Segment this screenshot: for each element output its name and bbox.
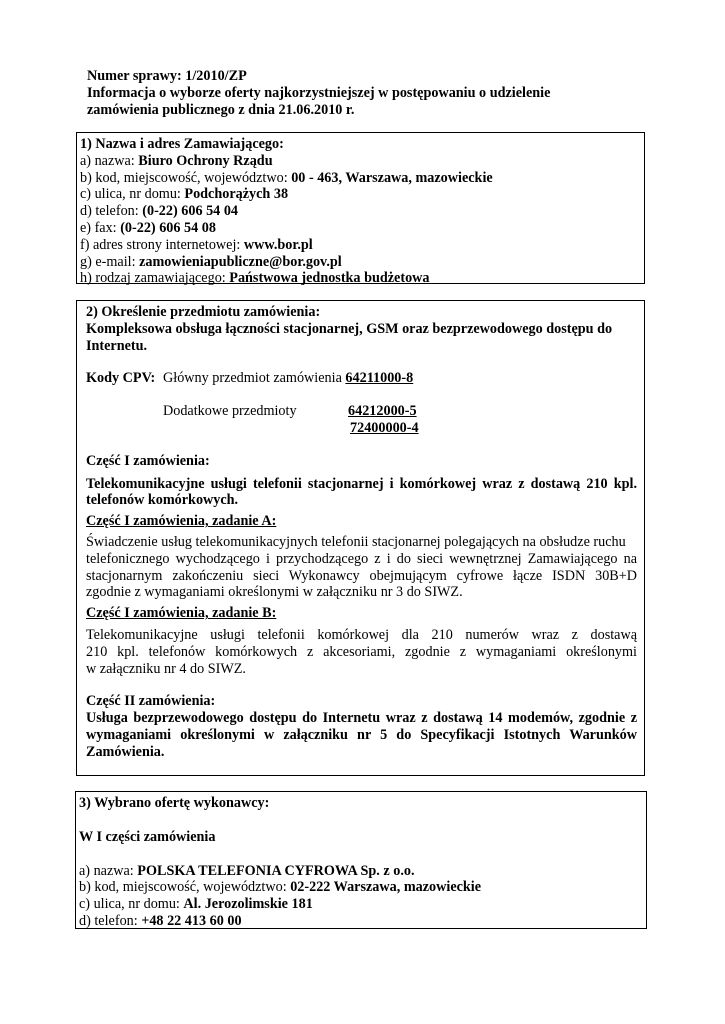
row-label: c) ulica, nr domu: — [80, 186, 185, 203]
row-label: b) kod, miejscowość, województwo: — [79, 879, 291, 896]
contractor-name-row — [79, 863, 646, 880]
task-a-line-2: telefonicznego wychodzącego i przychodzącego z i do sieci wewnętrznej Zamawiającego na — [86, 550, 637, 567]
cpv-extra-code-2: 72400000-4 — [350, 419, 419, 436]
part-1-line-1: Telekomunikacyjne usługi telefonii stacjonarnej i komórkowej wraz z dostawą 210 kpl. — [86, 475, 637, 492]
contractor-phone-row — [79, 913, 646, 930]
row-label: d) telefon: — [79, 912, 142, 929]
task-a-line-3: stacjonarnym zakończeniu sieci Wykonawcy obejmującym cyfrowe łącze ISDN 30B+D — [86, 567, 637, 584]
task-b-line-1: Telekomunikacyjne usługi telefonii komórkowej dla 210 numerów wraz z dostawą — [86, 626, 637, 643]
contract-subject-section — [76, 300, 645, 776]
task-a-line-4: zgodnie z wymaganiami określonymi w załączniku nr 3 do SIWZ. — [86, 584, 463, 601]
contractor-street-row — [79, 896, 646, 913]
row-value: 02-222 Warszawa, mazowieckie — [290, 879, 482, 896]
section-3-heading: 3) Wybrano ofertę wykonawcy: — [79, 795, 270, 811]
authority-phone-row — [80, 203, 644, 220]
website-link[interactable]: www.bor.pl — [243, 236, 313, 253]
email-link[interactable]: zamowieniapubliczne@bor.gov.pl — [139, 253, 342, 270]
row-label: g) e-mail: — [80, 253, 140, 270]
row-label: a) nazwa: — [80, 152, 139, 169]
task-b-line-3: w załączniku nr 4 do SIWZ. — [86, 660, 246, 677]
cpv-label: Kody CPV: — [86, 370, 156, 387]
part-2-line-2: wymaganiami określonymi w załączniku nr 5 do Specyfikacji Istotnych Warunków — [86, 726, 637, 743]
task-b-line-2: 210 kpl. telefonów komórkowych z akcesoriami, zgodnie z wymaganiami określonymi — [86, 643, 637, 660]
document-title-line-1: Informacja o wyborze oferty najkorzystniejszej w postępowaniu o udzielenie — [87, 85, 551, 101]
row-label: f) adres strony internetowej: — [80, 236, 244, 253]
row-label: a) nazwa: — [79, 862, 138, 879]
part-1-line-2: telefonów komórkowych. — [86, 492, 239, 509]
row-value: +48 22 413 60 00 — [141, 912, 242, 929]
authority-postal-row — [80, 170, 644, 187]
cpv-extra-label: Dodatkowe przedmioty — [163, 403, 297, 420]
task-a-line-1: Świadczenie usług telekomunikacyjnych telefonii stacjonarnej polegających na obsłudze ruchu — [86, 533, 626, 550]
cpv-main-row — [86, 370, 637, 387]
row-value: (0-22) 606 54 08 — [120, 219, 216, 236]
row-value: Al. Jerozolimskie 181 — [183, 896, 313, 913]
authority-street-row — [80, 186, 644, 203]
part-2-heading: Część II zamówienia: — [86, 693, 216, 710]
part-1-heading: Część I zamówienia: — [86, 452, 210, 469]
section-3-subheading: W I części zamówienia — [79, 828, 216, 845]
authority-name-row — [80, 153, 644, 170]
cpv-main-code: 64211000-8 — [345, 370, 414, 387]
section-2-heading: 2) Określenie przedmiotu zamówienia: — [86, 304, 321, 320]
authority-website-row — [80, 237, 644, 254]
case-number: Numer sprawy: 1/2010/ZP — [87, 68, 247, 84]
cpv-main-label: Główny przedmiot zamówienia — [163, 370, 342, 387]
authority-type-row — [80, 270, 644, 287]
row-value: Biuro Ochrony Rządu — [138, 152, 273, 169]
row-label: d) telefon: — [80, 203, 143, 220]
row-value: Państwowa jednostka budżetowa — [229, 270, 430, 287]
document-title-line-2: zamówienia publicznego z dnia 21.06.2010 r. — [87, 102, 355, 118]
authority-fax-row — [80, 220, 644, 237]
task-a-heading: Część I zamówienia, zadanie A: — [86, 513, 277, 530]
cpv-extra-row — [86, 403, 637, 420]
task-b-heading: Część I zamówienia, zadanie B: — [86, 605, 277, 622]
row-label: e) fax: — [80, 219, 121, 236]
row-label: c) ulica, nr domu: — [79, 896, 184, 913]
part-2-line-1: Usługa bezprzewodowego dostępu do Internetu wraz z dostawą 14 modemów, zgodnie z — [86, 710, 637, 727]
selected-offer-section — [75, 791, 647, 929]
row-value: (0-22) 606 54 04 — [142, 203, 239, 220]
cpv-extra-code-1: 64212000-5 — [348, 403, 417, 420]
row-value: 00 - 463, Warszawa, mazowieckie — [291, 169, 493, 186]
row-value: Podchorążych 38 — [184, 186, 289, 203]
authority-email-row — [80, 254, 644, 271]
row-label: b) kod, miejscowość, województwo: — [80, 169, 292, 186]
row-value: POLSKA TELEFONIA CYFROWA Sp. z o.o. — [137, 862, 415, 879]
part-2-line-3: Zamówienia. — [86, 743, 165, 760]
row-label: h) rodzaj zamawiającego: — [80, 270, 230, 287]
contractor-postal-row — [79, 879, 646, 896]
subject-line-2: Internetu. — [86, 337, 148, 354]
subject-line-1: Kompleksowa obsługa łączności stacjonarnej, GSM oraz bezprzewodowego dostępu do — [86, 320, 613, 337]
cpv-extra-row-2 — [86, 420, 637, 437]
section-1-heading: 1) Nazwa i adres Zamawiającego: — [80, 136, 284, 152]
document-header — [87, 68, 647, 119]
contracting-authority-section — [76, 132, 645, 287]
